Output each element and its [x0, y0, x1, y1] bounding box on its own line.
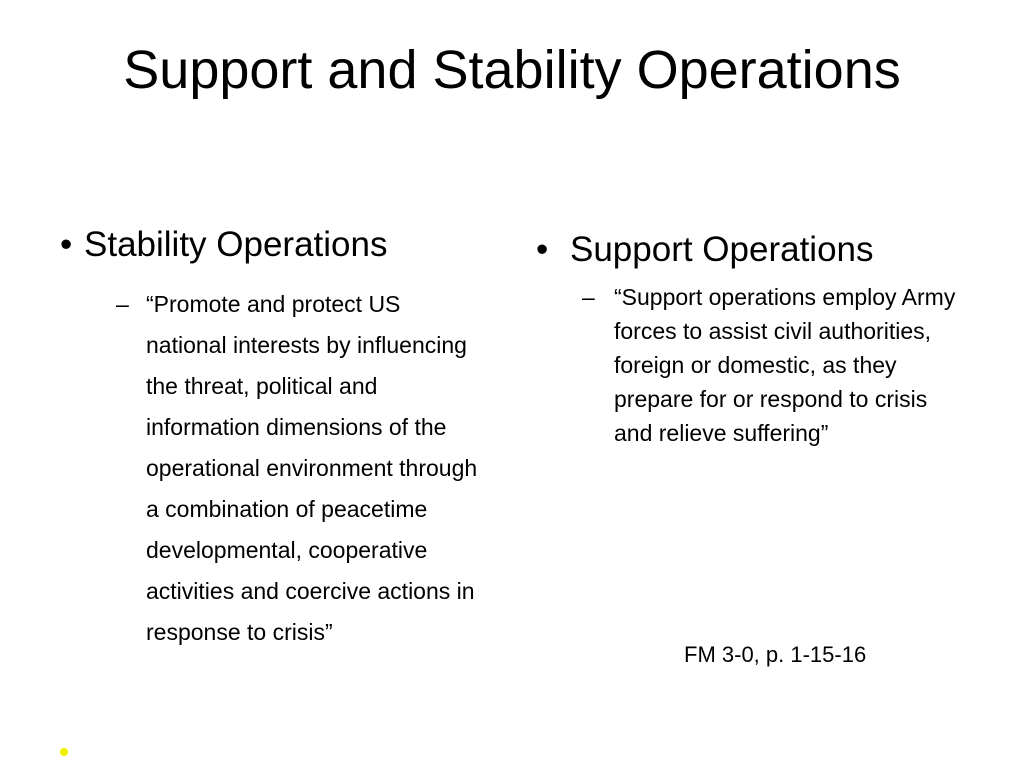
source-citation: FM 3-0, p. 1-15-16	[684, 642, 867, 667]
support-operations-definition	[582, 280, 976, 450]
support-operations-column	[536, 228, 976, 450]
stability-operations-bullet	[60, 224, 500, 266]
stability-operations-definition	[116, 284, 500, 653]
bullet-icon: •	[536, 230, 549, 269]
support-operations-bullet	[536, 228, 976, 272]
stability-operations-column	[60, 224, 500, 653]
dash-icon: –	[582, 284, 595, 310]
slide-title: Support and Stability Operations	[123, 40, 901, 100]
dash-icon: –	[116, 291, 129, 317]
stability-operations-heading: Stability Operations	[84, 225, 388, 264]
empty-bullet-icon	[60, 748, 68, 756]
bullet-icon: •	[60, 225, 73, 264]
support-operations-quote: “Support operations employ Army forces to assist civil authorities, foreign or domestic, as they prepare for or respond to crisis and relieve suffering”	[614, 284, 956, 446]
stability-operations-quote: “Promote and protect US national interests by influencing the threat, political and information dimensions of the operational environment through a combination of peacetime developmental, cooperative activities and coercive actions in response to crisis”	[146, 291, 478, 645]
support-operations-heading: Support Operations	[570, 230, 874, 269]
